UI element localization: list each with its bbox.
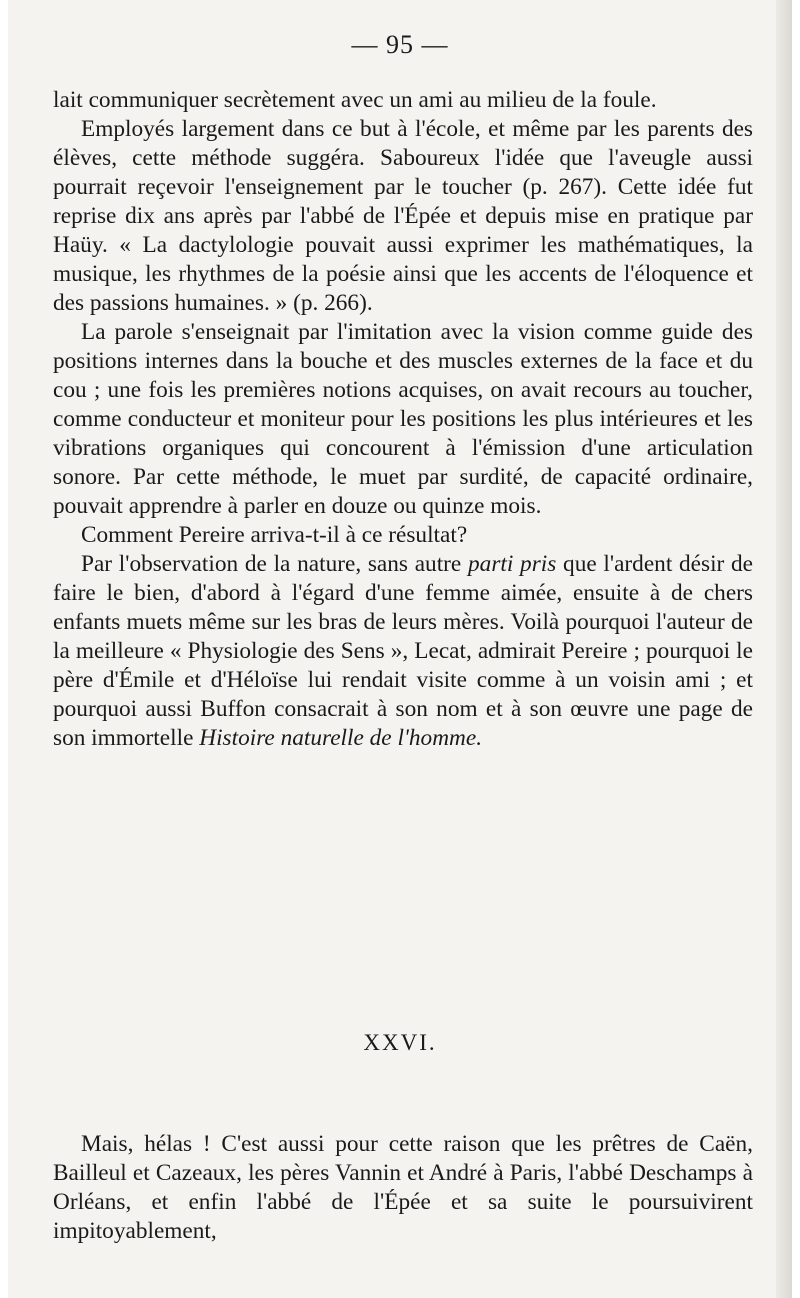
paragraph-observation — [53, 550, 753, 753]
section-text-block — [53, 1130, 753, 1246]
italic-parti-pris: parti pris — [468, 551, 557, 577]
observation-text-start: Par l'observation de la nature, sans autre — [81, 551, 462, 577]
paragraph-parole: La parole s'enseignait par l'imitation avec la vision comme guide des positions internes dans la bouche et des muscles externes de la face et du cou ; une fois les premières notions acquises, on avait recours au toucher, comme conducteur et moniteur pour les positions les plus intérieures et les vibrations organiques qui concourent à l'émission d'une articulation sonore. Par cette méthode, le muet par surdité, de capacité ordinaire, pouvait apprendre à parler en douze ou quinze mois. — [53, 319, 753, 519]
paragraph-dactylologie: Employés largement dans ce but à l'école, et même par les parents des élèves, cette méthode suggéra. Saboureux l'idée que l'aveugle aussi pourrait reçevoir l'enseignement par le toucher (p. 267). Cette idée fut reprise dix ans après par l'abbé de l'Épée et depuis mise en pratique par Haüy. « La dactylologie pouvait aussi exprimer les mathématiques, la musique, les rhythmes de la poésie ainsi que les accents de l'éloquence et des passions humaines. » (p. 266). — [53, 116, 753, 316]
observation-text-middle: que l'ardent désir de faire le bien, d'abord à l'égard d'une femme aimée, ensuite à de chers enfants muets même sur les bras de leurs mères. Voilà pourquoi l'auteur de la meilleure « Physiologie des Sens », Lecat, admirait Pereire ; pourquoi le père d'Émile et d'Héloïse lui rendait visite comme à un voisin ami ; et pourquoi aussi Buffon consacrait à son nom et à son œuvre une page de son immortelle — [53, 551, 754, 751]
page-number: — 95 — — [351, 30, 449, 59]
main-text-block — [53, 86, 753, 753]
paragraph-helas: Mais, hélas ! C'est aussi pour cette raison que les prêtres de Caën, Bailleul et Cazeaux, les pères Vannin et André à Paris, l'abbé Deschamps à Orléans, et enfin l'abbé de l'Épée et sa suite le poursuivirent impitoyablement, — [53, 1131, 753, 1244]
paragraph-question: Comment Pereire arriva-t-il à ce résultat? — [81, 522, 468, 548]
page-edge-shadow — [776, 0, 792, 1298]
section-heading: XXVI. — [363, 1030, 437, 1055]
paragraph-continuation: lait communiquer secrètement avec un ami au milieu de la foule. — [53, 87, 657, 113]
italic-histoire-naturelle: Histoire naturelle de l'homme. — [199, 725, 483, 751]
